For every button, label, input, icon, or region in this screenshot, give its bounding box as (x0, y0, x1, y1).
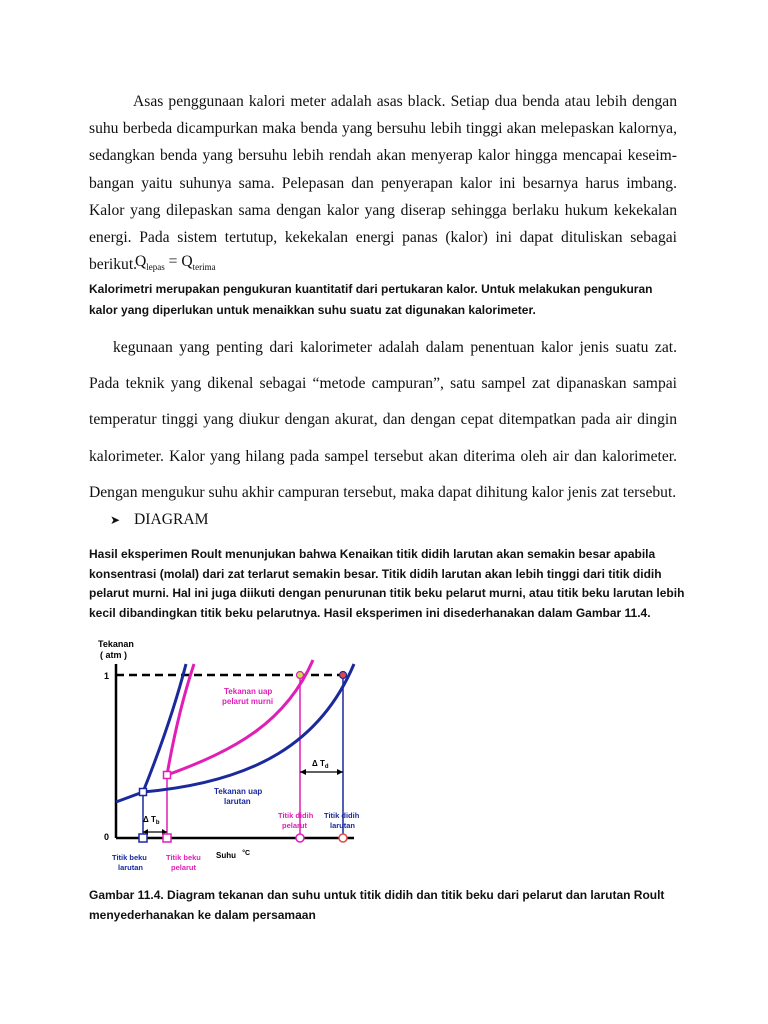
label-tekanan-uap-larutan-1: Tekanan uap (214, 787, 263, 796)
label-titik-beku-pelarut-1: Titik beku (166, 853, 201, 862)
paragraph-text: Asas penggunaan kalori meter adalah asas black. Setiap dua benda atau lebih dengan suhu berbeda dicampurkan maka benda yang bersuhu lebih tinggi akan melepaskan kalornya, sedangkan benda yang bersuhu lebih rendah akan menyerap kalor hingga mencapai keseim-bangan yaitu suhunya sama. Pelepasan dan penyerapan kalor ini besarnya harus imbang. Kalor yang dilepaskan sama dengan kalor yang diserap sehingga berlaku hukum kekekalan energi. Pada sistem tertutup, kekekalan energi panas (kalor) ini dapat dituliskan sebagai berikut. (89, 93, 677, 274)
label-suhu: Suhu °C (216, 850, 251, 860)
label-delta-td: Δ $T_d$ (312, 759, 329, 770)
marker-didih-pelarut-top (297, 672, 304, 679)
figure-caption: Gambar 11.4. Diagram tekanan dan suhu untuk titik didih dan titik beku dari pelarut dan larutan Roult menyederhanakan ke dalam persamaan (89, 888, 665, 922)
subscript-lepas: lepas (146, 262, 165, 273)
paragraph-kalorimetri: Kalorimetri merupakan pengukuran kuantitatif dari pertukaran kalor. Untuk melakukan pengukuran kalor yang diperlukan untuk menaikkan suhu suatu zat digunakan kalorimeter. (89, 282, 653, 317)
label-titik-didih-larutan-1: Titik didih (324, 811, 360, 820)
label-titik-didih-pelarut-1: Titik didih (278, 811, 314, 820)
tick-label-1: 1 (104, 671, 110, 681)
label-titik-beku-pelarut-2: pelarut (171, 863, 197, 872)
formula-q-lepas-q-terima: $Q_{lepas} = Q_{terima}$ (135, 253, 216, 273)
marker-titik-beku-larutan (140, 789, 147, 796)
arrowhead-bullet-icon: ➤ (110, 513, 121, 527)
marker-axis-didih-pelarut (296, 834, 304, 842)
label-delta-tb: Δ $T_b$ (143, 815, 160, 826)
label-titik-beku-larutan-2: larutan (118, 863, 144, 872)
subscript-terima: terima (192, 262, 216, 273)
label-titik-didih-pelarut-2: pelarut (282, 821, 308, 830)
delta-td-arrowhead-right (337, 769, 343, 775)
label-tekanan-uap-pelarut-1: Tekanan uap (224, 687, 273, 696)
y-axis-title-line2: ( atm ) (100, 650, 127, 660)
pressure-temperature-diagram (86, 632, 386, 878)
marker-titik-beku-pelarut (164, 772, 171, 779)
marker-axis-didih-larutan (339, 834, 347, 842)
label-titik-didih-larutan-2: larutan (330, 821, 356, 830)
y-axis-title-line1: Tekanan (98, 639, 134, 649)
section-heading-diagram: ➤ DIAGRAM (110, 511, 209, 528)
label-tekanan-uap-larutan-2: larutan (224, 797, 251, 806)
label-tekanan-uap-pelarut-2: pelarut murni (222, 697, 274, 706)
marker-didih-larutan-top (340, 672, 347, 679)
paragraph-eksperimen-roult: Hasil eksperimen Roult menunjukan bahwa Kenaikan titik didih larutan akan semakin besar apabila konsentrasi (molal) dari zat terlarut semakin besar. Titik didih larutan akan lebih tinggi dari titik didih pelarut murni. Hal ini juga diikuti dengan penurunan titik beku pelarut murni, atau titik beku larutan lebih kecil dibandingkan titik beku pelarutnya. Hasil eksperimen ini disederhanakan dalam Gambar 11.4. (89, 547, 685, 620)
paragraph-text: kegunaan yang penting dari kalorimeter adalah dalam penentuan kalor jenis suatu zat. Pada teknik yang dikenal sebagai “metode campuran”, satu sampel zat dipanaskan sampai temperatur tinggi yang diukur dengan akurat, dan dengan cepat ditempatkan pada air dingin kalorimeter. Kalor yang hilang pada sampel tersebut akan diterima oleh air dan kalorimeter. Dengan mengukur suhu akhir campuran tersebut, maka dapat dihitung kalor jenis zat tersebut. (89, 339, 677, 501)
paragraph-asas-black (89, 88, 677, 278)
tick-label-0: 0 (104, 832, 110, 842)
marker-axis-beku-pelarut (163, 834, 171, 842)
marker-axis-beku-larutan (139, 834, 147, 842)
delta-td-arrowhead-left (300, 769, 306, 775)
paragraph-kegunaan-kalorimeter (89, 330, 677, 511)
label-titik-beku-larutan-1: Titik beku (112, 853, 147, 862)
